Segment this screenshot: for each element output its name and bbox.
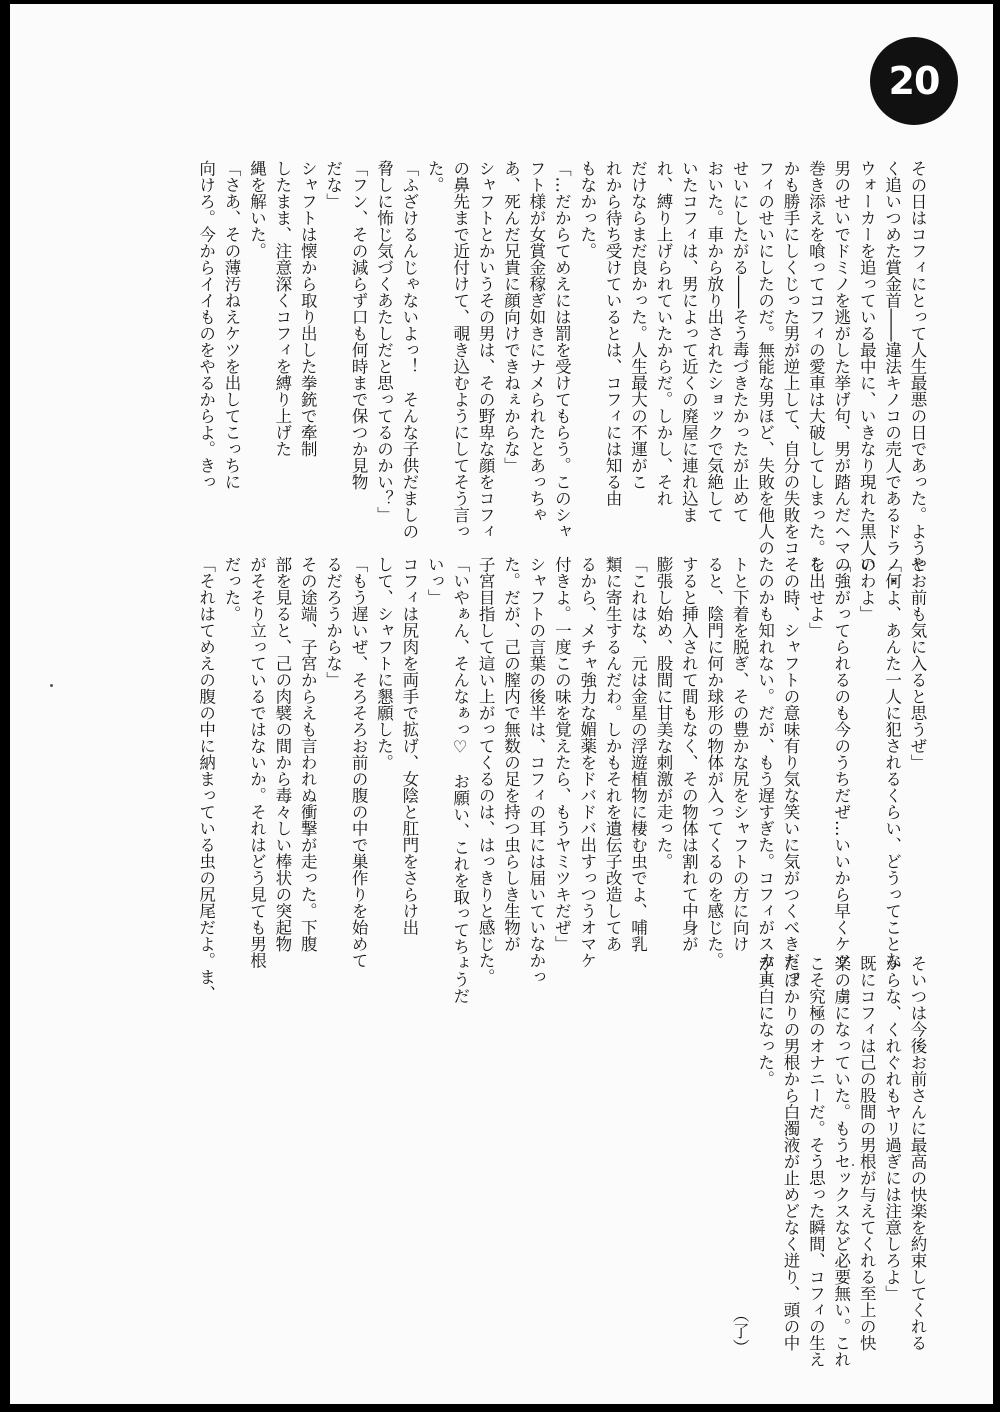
text-column: せいにしたがる――そう毒づきたかったが止めて xyxy=(730,160,750,523)
text-column: 縄を解いた。 xyxy=(247,160,267,259)
text-column: だけならまだ良かった。人生最大の不運がこ xyxy=(628,160,648,490)
text-column: 子宮目指して這い上がってくるのは、はっきりと感じた。 xyxy=(476,556,496,985)
text-column: たのかも知れない。だが、もう遅すぎた。コフィがスカー xyxy=(755,556,775,985)
text-column: その時、シャフトの意味有り気な笑いに気がつくべきだっ xyxy=(780,556,800,985)
text-column: 巻き添えを喰ってコフィの愛車は大破してしまった。し xyxy=(806,160,826,573)
text-column: ウォーカーを追っている最中に、いきなり現れた黒人の xyxy=(857,160,877,573)
text-column: た。 xyxy=(425,160,445,193)
text-column: コフィは尻肉を両手で拡げ、女陰と肛門をさらけ出 xyxy=(399,556,419,936)
text-column: の鼻先まで近付けて、覗き込むようにしてそう言っ xyxy=(450,160,470,540)
text-column: 「もう遅いぜ、そろそろお前の腹の中で巣作りを始めて xyxy=(349,556,369,969)
text-column: おいた。車から放り出されたショックで気絶して xyxy=(704,160,724,523)
paper-speck xyxy=(50,684,53,687)
text-column: だった。 xyxy=(222,556,242,622)
text-column: た。だが、己の膣内で無数の足を持つ虫らしき生物が xyxy=(501,556,521,952)
text-column: れ、縛り上げられていたからだ。しかし、それ xyxy=(653,160,673,507)
text-column: 膨張し始め、股間に甘美な刺激が走った。 xyxy=(653,556,673,870)
text-column: かも勝手にしくじった男が逆上して、自分の失敗をコ xyxy=(780,160,800,556)
text-column: もなかった。 xyxy=(577,160,597,259)
page-number: 20 xyxy=(888,59,940,103)
text-column: あ、死んだ兄貴に顔向けできねぇからな」 xyxy=(501,160,521,474)
text-column: すると挿入されて間もなく、その物体は割れて中身が xyxy=(679,556,699,952)
text-column: いっ」 xyxy=(425,556,445,606)
text-column: 「これはな、元は金星の浮遊植物に棲む虫でよ、哺乳 xyxy=(628,556,648,952)
text-column: れから待ち受けているとは、コフィには知る由 xyxy=(603,160,623,507)
text-column: いたコフィは、男によって近くの廃屋に連れ込ま xyxy=(679,160,699,523)
text-column: を出せよ」 xyxy=(806,556,826,639)
text-column: ると、陰門に何か球形の物体が入ってくるのを感じた。 xyxy=(704,556,724,969)
text-tier-middle xyxy=(90,556,930,1004)
text-column: 「いやぁん、そんなぁっ♡ お願い、これを取ってちょうだ xyxy=(450,556,470,1004)
text-column: いわよ」 xyxy=(857,556,877,622)
text-column: 脅しに怖じ気づくあたしだと思ってるのかい？」 xyxy=(374,160,394,523)
text-column: 「さあ、その薄汚ねえケツを出してこっちに xyxy=(222,160,242,490)
text-column: るだろうからな」 xyxy=(323,556,343,688)
closing-mark: （了） xyxy=(730,1305,750,1355)
text-column: フト様が女賞金稼ぎ如きにナメられたとあっちゃ xyxy=(526,160,546,523)
page-number-badge xyxy=(870,37,958,125)
text-column: とお前も気に入ると思うぜ」 xyxy=(908,556,927,771)
text-column: く追いつめた賞金首――違法キノコの売人であるドラノ・ xyxy=(882,160,902,589)
text-tier-bottom xyxy=(730,955,930,1368)
text-column: その途端、子宮からえも言われぬ衝撃が走った。下腹 xyxy=(298,556,318,952)
text-column: シャフトの言葉の後半は、コフィの耳には届いていなかっ xyxy=(526,556,546,985)
text-column: 「強がってられるのも今のうちだぜ…いいから早くケツ xyxy=(831,556,851,969)
text-column: 男のせいでドミノを逃がした挙げ句、男が踏んだヘマの xyxy=(831,160,851,573)
text-column: 付きよ。一度この味を覚えたら、もうヤミツキだぜ」 xyxy=(552,556,572,952)
text-column: からな、くれぐれもヤリ過ぎには注意しろよ」 xyxy=(882,955,902,1302)
text-column: シャフトとかいうその男は、その野卑な顔をコフィ xyxy=(476,160,496,540)
text-column: その日はコフィにとって人生最悪の日であった。ようや xyxy=(908,160,927,573)
text-column: だな」 xyxy=(323,160,343,210)
text-column: 「ふざけるんじゃないよっ！ そんな子供だましの xyxy=(399,160,419,540)
text-column: シャフトは懐から取り出した拳銃で牽制 xyxy=(298,160,318,457)
text-column: 「フン、その減らず口も何時まで保つか見物 xyxy=(349,160,369,490)
text-column: 「それはてめえの腹の中に納まっている虫の尻尾だよ。ま、 xyxy=(196,556,216,1002)
text-column: 部を見ると、己の肉襞の間から毒々しい棒状の突起物 xyxy=(272,556,292,952)
text-column: 楽の虜になっていた。もうセックスなど必要無い。これ xyxy=(831,955,851,1368)
text-column: るから、メチャ強力な媚薬をドバドバ出すっつうオマケ xyxy=(577,556,597,969)
text-column: が真白になった。 xyxy=(755,955,775,1087)
text-column: たばかりの男根から白濁液が止めどなく迸り、頭の中 xyxy=(780,955,800,1351)
text-column: 類に寄生するんだわ。しかもそれを遺伝子改造してあ xyxy=(603,556,623,952)
text-column: トと下着を脱ぎ、その豊かな尻をシャフトの方に向け xyxy=(730,556,750,952)
text-column: 既にコフィは己の股間の男根が与えてくれる至上の快 xyxy=(857,955,877,1351)
text-column: 向けろ。今からイイものをやるからよ。きっ xyxy=(196,160,216,490)
text-column: 「何よ、あんた一人に犯されるくらい、どうってことな xyxy=(882,556,902,969)
text-column: フィのせいにしたのだ。無能な男ほど、失敗を他人の xyxy=(755,160,775,556)
text-column: がそそり立っているではないか。それはどう見ても男根 xyxy=(247,556,267,969)
text-column: したまま、注意深くコフィを縛り上げた xyxy=(272,160,292,457)
text-column: して、シャフトに懇願した。 xyxy=(374,556,394,771)
text-column: こそ究極のオナニーだ。そう思った瞬間、コフィの生え xyxy=(806,955,826,1368)
text-column: そいつは今後お前さんに最高の快楽を約束してくれる xyxy=(908,955,927,1351)
text-column: 「…だからてめえには罰を受けてもらう。このシャ xyxy=(552,160,572,540)
